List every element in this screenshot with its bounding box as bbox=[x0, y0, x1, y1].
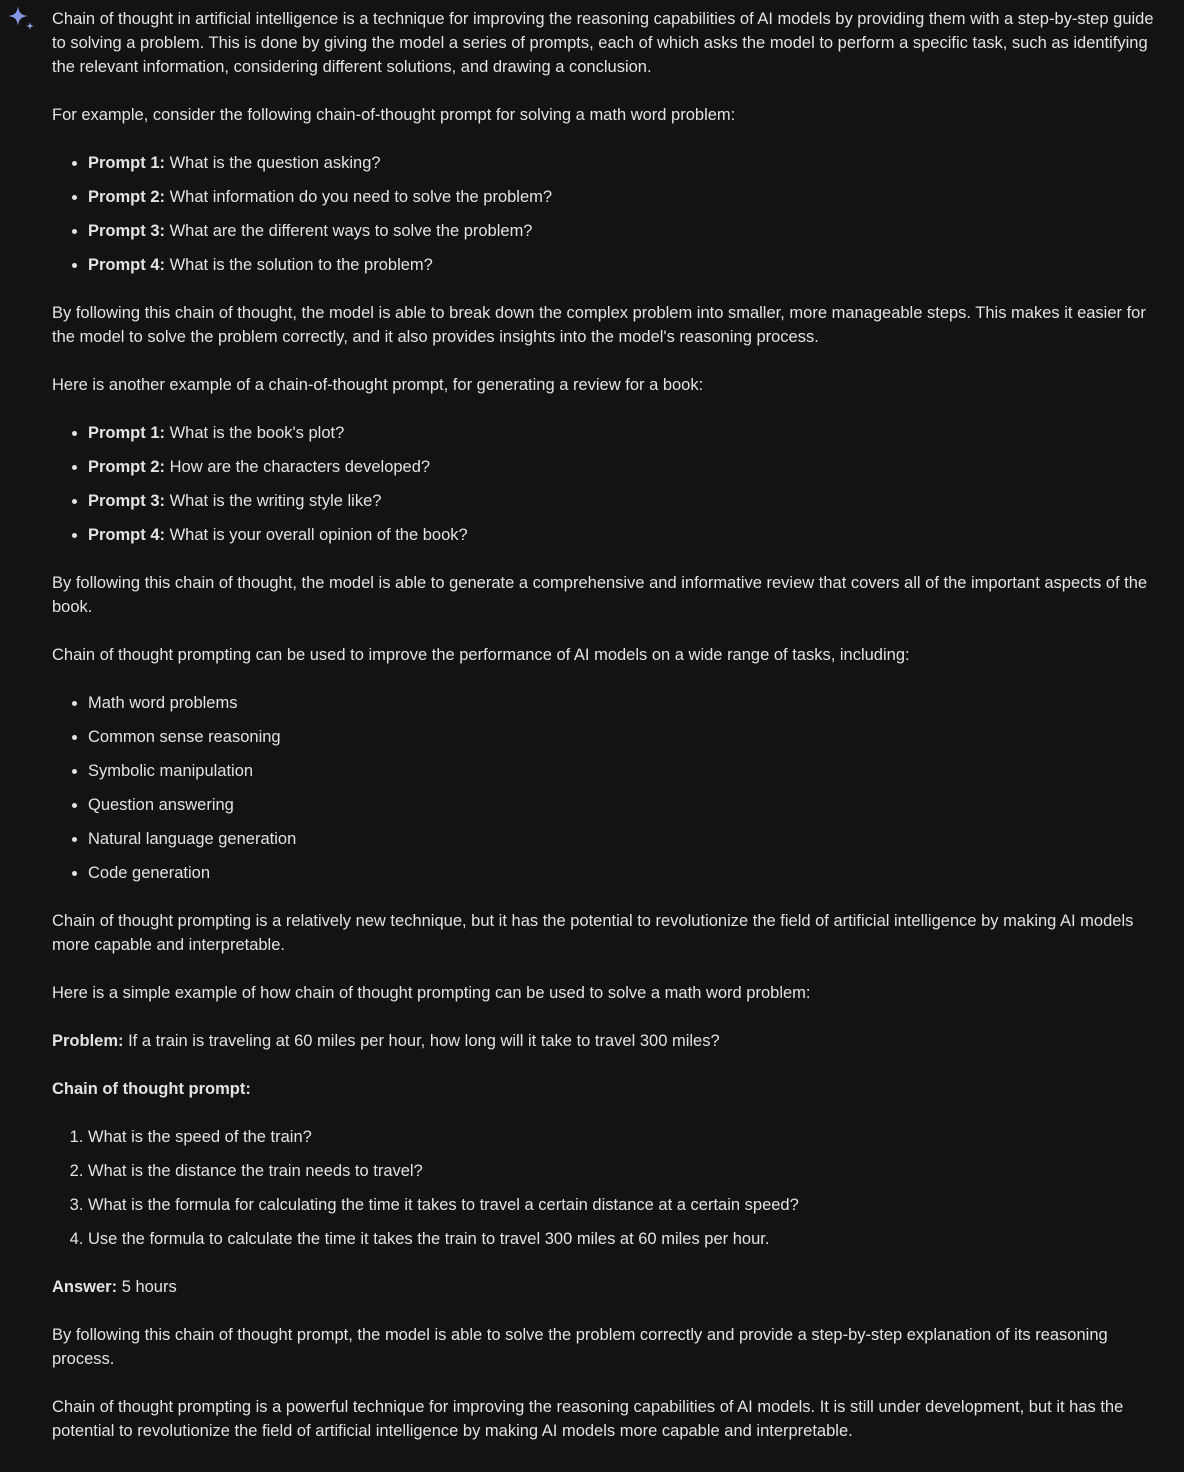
list-item: • Common sense reasoning bbox=[88, 725, 1156, 749]
tasks-lead: Chain of thought prompting can be used to improve the performance of AI models on a wide range of tasks, including: bbox=[52, 646, 910, 664]
prompt-text: What is the question asking? bbox=[165, 154, 381, 172]
prompt-text: What are the different ways to solve the problem? bbox=[165, 222, 533, 240]
cot-steps-list bbox=[52, 1125, 1156, 1251]
assistant-response bbox=[52, 7, 1156, 1467]
list-item bbox=[88, 489, 1156, 513]
sparkle-icon bbox=[4, 4, 36, 36]
list-item bbox=[88, 253, 1156, 277]
new-technique-paragraph: Chain of thought prompting is a relatively new technique, but it has the potential to revolutionize the field of artificial intelligence by making AI models more capable and interpretable. bbox=[52, 912, 1134, 954]
list-item bbox=[88, 455, 1156, 479]
list-item: 1. What is the speed of the train? bbox=[88, 1125, 1156, 1149]
list-item: • Question answering bbox=[88, 793, 1156, 817]
prompt-label: Prompt 2: bbox=[88, 458, 166, 476]
prompt-text: What is your overall opinion of the book? bbox=[165, 526, 468, 544]
list-item bbox=[88, 219, 1156, 243]
list-item: • Natural language generation bbox=[88, 827, 1156, 851]
list-item: 2. What is the distance the train needs to travel? bbox=[88, 1159, 1156, 1183]
simple-example-lead: Here is a simple example of how chain of thought prompting can be used to solve a math word problem: bbox=[52, 984, 811, 1002]
prompt-label: Prompt 3: bbox=[88, 492, 166, 510]
list-item: • Code generation bbox=[88, 861, 1156, 885]
intro-paragraph: Chain of thought in artificial intelligence is a technique for improving the reasoning capabilities of AI models by providing them with a step-by-step guide to solving a problem. This is done by giving the model a series of prompts, each of which asks the model to perform a specific task, such as identifying the relevant information, considering different solutions, and drawing a conclusion. bbox=[52, 10, 1154, 76]
prompt-label: Prompt 4: bbox=[88, 256, 166, 274]
list-item: • Symbolic manipulation bbox=[88, 759, 1156, 783]
answer-after-paragraph: By following this chain of thought prompt, the model is able to solve the problem correctly and provide a step-by-step explanation of its reasoning process. bbox=[52, 1326, 1108, 1368]
tasks-list bbox=[52, 691, 1156, 885]
cot-label: Chain of thought prompt: bbox=[52, 1080, 251, 1098]
list-item bbox=[88, 151, 1156, 175]
prompt-label: Prompt 1: bbox=[88, 424, 166, 442]
prompt-label: Prompt 4: bbox=[88, 526, 166, 544]
example2-list bbox=[52, 421, 1156, 547]
list-item bbox=[88, 523, 1156, 547]
prompt-text: What information do you need to solve the problem? bbox=[165, 188, 553, 206]
prompt-text: What is the book's plot? bbox=[165, 424, 345, 442]
problem-paragraph bbox=[52, 1029, 1156, 1053]
example1-list bbox=[52, 151, 1156, 277]
answer-paragraph bbox=[52, 1275, 1156, 1299]
list-item: • Math word problems bbox=[88, 691, 1156, 715]
example2-after: By following this chain of thought, the model is able to generate a comprehensive and informative review that covers all of the important aspects of the book. bbox=[52, 574, 1148, 616]
problem-text: If a train is traveling at 60 miles per hour, how long will it take to travel 300 miles? bbox=[123, 1032, 720, 1050]
problem-label: Problem: bbox=[52, 1032, 124, 1050]
list-item bbox=[88, 421, 1156, 445]
prompt-text: What is the solution to the problem? bbox=[165, 256, 433, 274]
prompt-text: How are the characters developed? bbox=[165, 458, 431, 476]
conclusion-paragraph: Chain of thought prompting is a powerful technique for improving the reasoning capabilities of AI models. It is still under development, but it has the potential to revolutionize the field of artificial intelligence by making AI models more capable and interpretable. bbox=[52, 1398, 1124, 1440]
prompt-label: Prompt 1: bbox=[88, 154, 166, 172]
prompt-label: Prompt 2: bbox=[88, 188, 166, 206]
list-item: 4. Use the formula to calculate the time it takes the train to travel 300 miles at 60 miles per hour. bbox=[88, 1227, 1156, 1251]
example1-after: By following this chain of thought, the model is able to break down the complex problem into smaller, more manageable steps. This makes it easier for the model to solve the problem correctly, and it also provides insights into the model's reasoning process. bbox=[52, 304, 1146, 346]
prompt-label: Prompt 3: bbox=[88, 222, 166, 240]
cot-heading bbox=[52, 1077, 1156, 1101]
list-item: 3. What is the formula for calculating the time it takes to travel a certain distance at a certain speed? bbox=[88, 1193, 1156, 1217]
list-item bbox=[88, 185, 1156, 209]
answer-label: Answer: bbox=[52, 1278, 118, 1296]
prompt-text: What is the writing style like? bbox=[165, 492, 382, 510]
example1-lead: For example, consider the following chain-of-thought prompt for solving a math word problem: bbox=[52, 106, 736, 124]
answer-text: 5 hours bbox=[117, 1278, 177, 1296]
example2-lead: Here is another example of a chain-of-thought prompt, for generating a review for a book: bbox=[52, 376, 704, 394]
